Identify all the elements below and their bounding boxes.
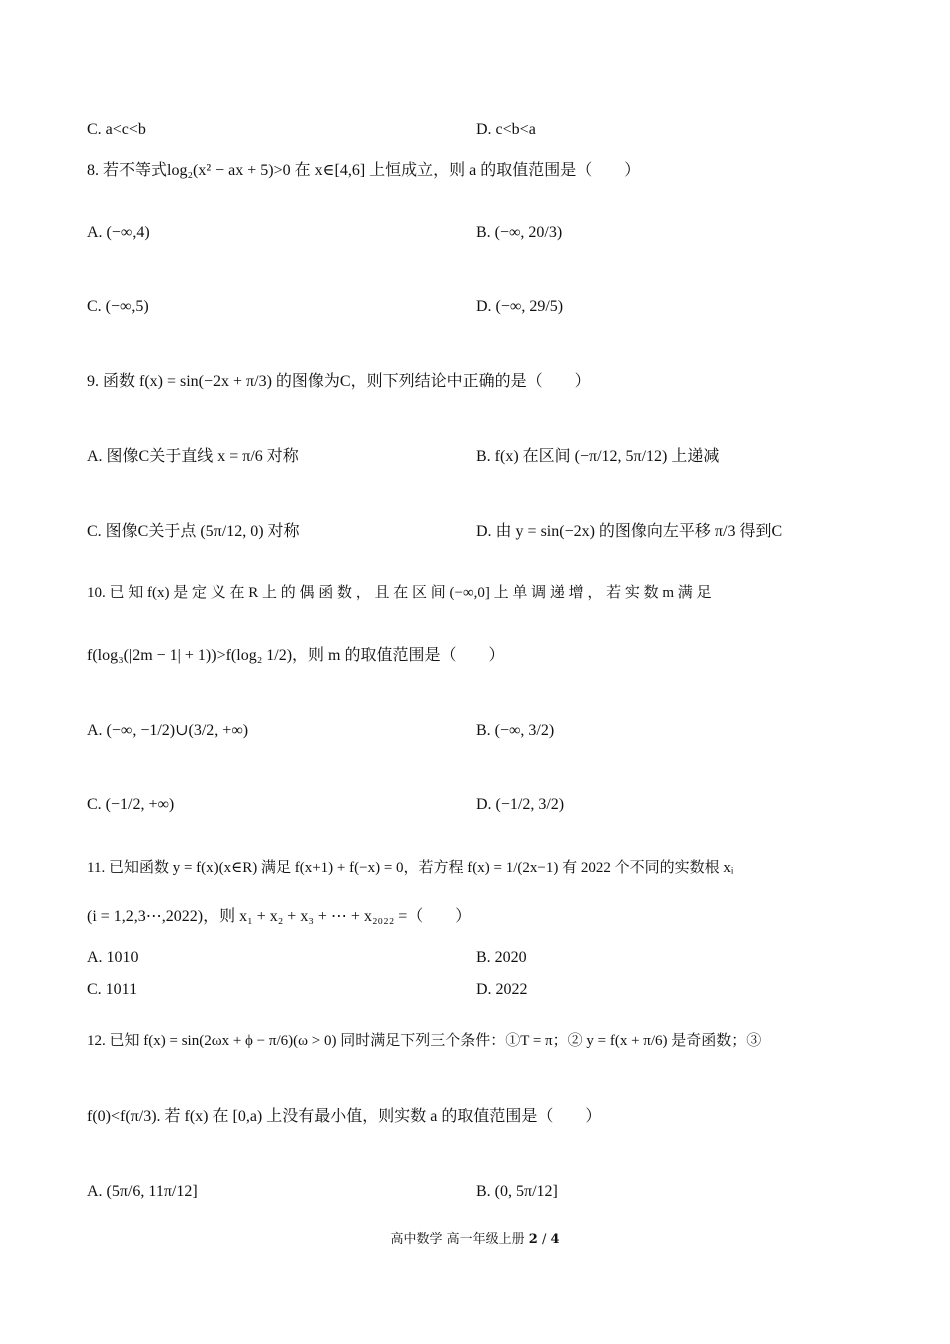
page-number: 2	[528, 1232, 538, 1247]
page-footer	[0, 1228, 950, 1247]
q10-option-b: B. (−∞, 3/2)	[476, 722, 555, 739]
q11-stem-line2: (i = 1,2,3⋯,2022)，则 x₁ + x₂ + x₃ + ⋯ + x₂₀₂₂ =（ ）	[87, 908, 472, 925]
q7-option-c: C. a<c<b	[87, 121, 146, 138]
q9-option-c: C. 图像C关于点 (5π/12, 0) 对称	[87, 523, 300, 540]
page-separator: /	[541, 1232, 547, 1247]
q10-option-a: A. (−∞, −1/2)∪(3/2, +∞)	[87, 722, 249, 739]
q11-option-d: D. 2022	[476, 981, 528, 998]
q11-option-a: A. 1010	[87, 949, 139, 966]
page-total: 4	[550, 1232, 560, 1247]
q10-option-c: C. (−1/2, +∞)	[87, 796, 175, 813]
q8-option-a: A. (−∞,4)	[87, 224, 150, 241]
q8-option-b: B. (−∞, 20/3)	[476, 224, 563, 241]
q9-stem: 9. 函数 f(x) = sin(−2x + π/3) 的图像为C，则下列结论中正确的是（ ）	[87, 373, 591, 390]
q12-option-a: A. (5π/6, 11π/12]	[87, 1183, 198, 1200]
q10-option-d: D. (−1/2, 3/2)	[476, 796, 565, 813]
q12-stem-line2: f(0)<f(π/3). 若 f(x) 在 [0,a) 上没有最小值，则实数 a 的取值范围是（ ）	[87, 1108, 602, 1125]
q11-stem-line1: 11. 已知函数 y = f(x)(x∈R) 满足 f(x+1) + f(−x) = 0，若方程 f(x) = 1/(2x−1) 有 2022 个不同的实数根 xᵢ	[87, 860, 734, 876]
q9-option-d: D. 由 y = sin(−2x) 的图像向左平移 π/3 得到C	[476, 523, 783, 540]
q9-option-b: B. f(x) 在区间 (−π/12, 5π/12) 上递减	[476, 448, 720, 465]
q9-option-a: A. 图像C关于直线 x = π/6 对称	[87, 448, 299, 465]
q10-stem-line1: 10. 已 知 f(x) 是 定 义 在 R 上 的 偶 函 数 ， 且 在 区 间 (−∞,0] 上 单 调 递 增 ， 若 实 数 m 满 足	[87, 585, 712, 601]
q11-option-c: C. 1011	[87, 981, 138, 998]
q8-stem: 8. 若不等式log₂(x² − ax + 5)>0 在 x∈[4,6] 上恒成立，则 a 的取值范围是（ ）	[87, 162, 641, 179]
q11-option-b: B. 2020	[476, 949, 527, 966]
q7-option-d: D. c<b<a	[476, 121, 536, 138]
q12-option-b: B. (0, 5π/12]	[476, 1183, 558, 1200]
q10-stem-line2: f(log₃(|2m − 1| + 1))>f(log₂ 1/2)，则 m 的取值范围是（ ）	[87, 647, 505, 664]
footer-text: 高中数学 高一年级上册	[390, 1232, 525, 1247]
q8-option-d: D. (−∞, 29/5)	[476, 298, 564, 315]
q12-stem-line1: 12. 已知 f(x) = sin(2ωx + ϕ − π/6)(ω > 0) 同时满足下列三个条件：①T = π；② y = f(x + π/6) 是奇函数；③	[87, 1033, 762, 1049]
q8-option-c: C. (−∞,5)	[87, 298, 149, 315]
